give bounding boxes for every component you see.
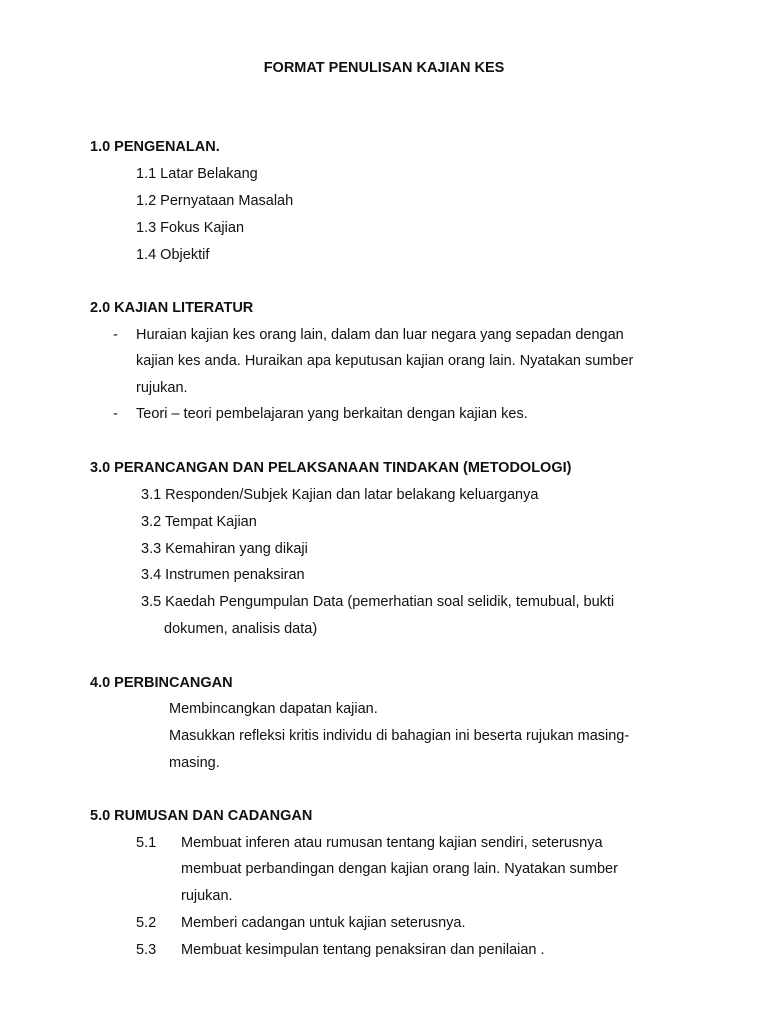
section-2-text: kajian kes anda. Huraikan apa keputusan kajian orang lain. Nyatakan sumber (136, 353, 634, 369)
section-3-item: 3.5 Kaedah Pengumpulan Data (pemerhatian soal selidik, temubual, bukti (141, 594, 615, 610)
section-1-item: 1.1 Latar Belakang (136, 166, 258, 182)
section-3-item: 3.2 Tempat Kajian (141, 514, 257, 530)
section-3-item-continuation: dokumen, analisis data) (164, 621, 318, 637)
bullet-dash: - (113, 406, 118, 422)
section-3-item: 3.3 Kemahiran yang dikaji (141, 541, 308, 557)
section-5-number: 5.3 (136, 942, 157, 958)
document-title: FORMAT PENULISAN KAJIAN KES (263, 60, 505, 76)
section-4-text: Membincangkan dapatan kajian. (169, 701, 378, 717)
section-5-text: Memberi cadangan untuk kajian seterusnya. (181, 915, 466, 931)
section-5-text: rujukan. (181, 888, 233, 904)
section-5-heading: 5.0 RUMUSAN DAN CADANGAN (90, 808, 313, 824)
section-5-text: Membuat inferen atau rumusan tentang kajian sendiri, seterusnya (181, 835, 603, 851)
section-4-text: masing. (169, 755, 220, 771)
section-1-item: 1.4 Objektif (136, 247, 210, 263)
section-2-text: Teori – teori pembelajaran yang berkaitan dengan kajian kes. (136, 406, 528, 422)
section-5-text: Membuat kesimpulan tentang penaksiran dan penilaian . (181, 942, 545, 958)
section-1-heading: 1.0 PENGENALAN. (90, 139, 220, 155)
section-2-heading: 2.0 KAJIAN LITERATUR (90, 300, 254, 316)
bullet-dash: - (113, 327, 118, 343)
section-5-number: 5.1 (136, 835, 157, 851)
section-1-item: 1.3 Fokus Kajian (136, 220, 245, 236)
section-2-text: rujukan. (136, 380, 188, 396)
section-3-item: 3.1 Responden/Subjek Kajian dan latar belakang keluarganya (141, 487, 539, 503)
section-5-text: membuat perbandingan dengan kajian orang lain. Nyatakan sumber (181, 861, 618, 877)
section-4-heading: 4.0 PERBINCANGAN (90, 675, 233, 691)
section-1-item: 1.2 Pernyataan Masalah (136, 193, 294, 209)
section-5-number: 5.2 (136, 915, 157, 931)
section-3-heading: 3.0 PERANCANGAN DAN PELAKSANAAN TINDAKAN (METODOLOGI) (90, 460, 572, 476)
section-4-text: Masukkan refleksi kritis individu di bahagian ini beserta rujukan masing- (169, 728, 630, 744)
section-3-item: 3.4 Instrumen penaksiran (141, 567, 305, 583)
section-2-text: Huraian kajian kes orang lain, dalam dan luar negara yang sepadan dengan (136, 327, 624, 343)
